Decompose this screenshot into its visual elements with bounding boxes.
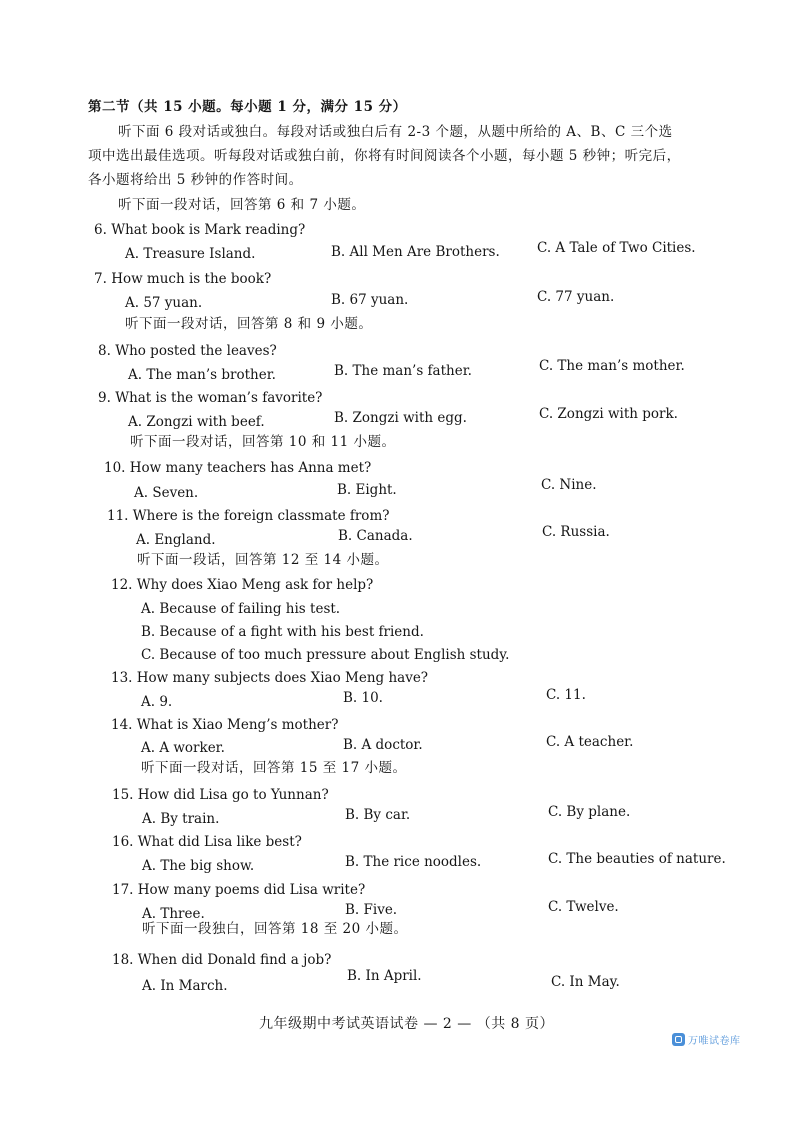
option-a: A. In March. bbox=[142, 978, 228, 994]
watermark-logo bbox=[672, 1032, 752, 1046]
group-intro: 听下面一段话，回答第 12 至 14 小题。 bbox=[137, 552, 389, 568]
option-c: C. The man’s mother. bbox=[539, 358, 685, 374]
question-stem: 6. What book is Mark reading? bbox=[94, 222, 306, 238]
group-intro: 听下面一段对话，回答第 15 至 17 小题。 bbox=[141, 760, 407, 776]
option-c: C. A Tale of Two Cities. bbox=[537, 240, 696, 256]
question-stem: 17. How many poems did Lisa write? bbox=[112, 882, 366, 898]
option-c: C. Russia. bbox=[542, 524, 610, 540]
question-stem: 8. Who posted the leaves? bbox=[98, 343, 277, 359]
option-a: A. 9. bbox=[141, 694, 173, 710]
option-a: A. The big show. bbox=[142, 858, 255, 874]
question-stem: 18. When did Donald find a job? bbox=[112, 952, 332, 968]
option-a: A. 57 yuan. bbox=[125, 295, 203, 311]
question-stem: 9. What is the woman’s favorite? bbox=[98, 390, 323, 406]
option-a: A. By train. bbox=[142, 811, 220, 827]
option-c: C. A teacher. bbox=[546, 734, 634, 750]
question-stem: 10. How many teachers has Anna met? bbox=[104, 460, 372, 476]
option-a: A. England. bbox=[136, 532, 216, 548]
option-b: B. Canada. bbox=[338, 528, 413, 544]
option-c: C. In May. bbox=[551, 974, 620, 990]
option-c: C. 11. bbox=[546, 687, 586, 703]
option-a: A. Zongzi with beef. bbox=[128, 414, 265, 430]
option-a: A. Seven. bbox=[134, 485, 199, 501]
option-b: B. By car. bbox=[345, 807, 411, 823]
section-title: 第二节（共 15 小题。每小题 1 分，满分 15 分） bbox=[88, 99, 407, 115]
option-c: C. By plane. bbox=[548, 804, 631, 820]
option-b: B. Zongzi with egg. bbox=[334, 410, 467, 426]
logo-icon bbox=[672, 1033, 685, 1046]
instruction-line-3: 各小题将给出 5 秒钟的作答时间。 bbox=[88, 172, 303, 188]
option-b: B. Because of a fight with his best friend. bbox=[141, 624, 424, 640]
question-stem: 16. What did Lisa like best? bbox=[112, 834, 302, 850]
option-b: B. The rice noodles. bbox=[345, 854, 482, 870]
group-intro: 听下面一段对话，回答第 6 和 7 小题。 bbox=[118, 197, 366, 213]
option-b: B. Eight. bbox=[337, 482, 397, 498]
option-b: B. All Men Are Brothers. bbox=[331, 244, 500, 260]
option-a: A. A worker. bbox=[141, 740, 225, 756]
question-stem: 7. How much is the book? bbox=[94, 271, 272, 287]
instruction-line-2: 项中选出最佳选项。听每段对话或独白前，你将有时间阅读各个小题，每小题 5 秒钟；听完后， bbox=[88, 148, 681, 164]
option-a: A. The man’s brother. bbox=[128, 367, 276, 383]
question-stem: 11. Where is the foreign classmate from? bbox=[107, 508, 390, 524]
question-stem: 12. Why does Xiao Meng ask for help? bbox=[111, 577, 374, 593]
option-c: C. The beauties of nature. bbox=[548, 851, 726, 867]
question-stem: 13. How many subjects does Xiao Meng have? bbox=[111, 670, 429, 686]
option-c: C. Nine. bbox=[541, 477, 597, 493]
option-c: C. Because of too much pressure about English study. bbox=[141, 647, 510, 663]
option-a: A. Three. bbox=[142, 906, 205, 922]
instruction-line-1: 听下面 6 段对话或独白。每段对话或独白后有 2-3 个题，从题中所给的 A、B、C 三个选 bbox=[118, 124, 673, 140]
option-b: B. In April. bbox=[347, 968, 422, 984]
option-a: A. Treasure Island. bbox=[125, 246, 256, 262]
option-b: B. 67 yuan. bbox=[331, 292, 409, 308]
group-intro: 听下面一段独白，回答第 18 至 20 小题。 bbox=[142, 921, 408, 937]
option-b: B. A doctor. bbox=[343, 737, 423, 753]
page-footer: 九年级期中考试英语试卷 — 2 — （共 8 页） bbox=[259, 1016, 555, 1032]
option-a: A. Because of failing his test. bbox=[141, 601, 341, 617]
option-b: B. The man’s father. bbox=[334, 363, 472, 379]
option-c: C. Zongzi with pork. bbox=[539, 406, 678, 422]
option-c: C. 77 yuan. bbox=[537, 289, 615, 305]
watermark-text: 万唯试卷库 bbox=[688, 1035, 741, 1047]
option-b: B. 10. bbox=[343, 690, 383, 706]
question-stem: 14. What is Xiao Meng’s mother? bbox=[111, 717, 339, 733]
option-c: C. Twelve. bbox=[548, 899, 619, 915]
group-intro: 听下面一段对话，回答第 10 和 11 小题。 bbox=[130, 434, 396, 450]
option-b: B. Five. bbox=[345, 902, 398, 918]
question-stem: 15. How did Lisa go to Yunnan? bbox=[112, 787, 329, 803]
group-intro: 听下面一段对话，回答第 8 和 9 小题。 bbox=[125, 316, 373, 332]
